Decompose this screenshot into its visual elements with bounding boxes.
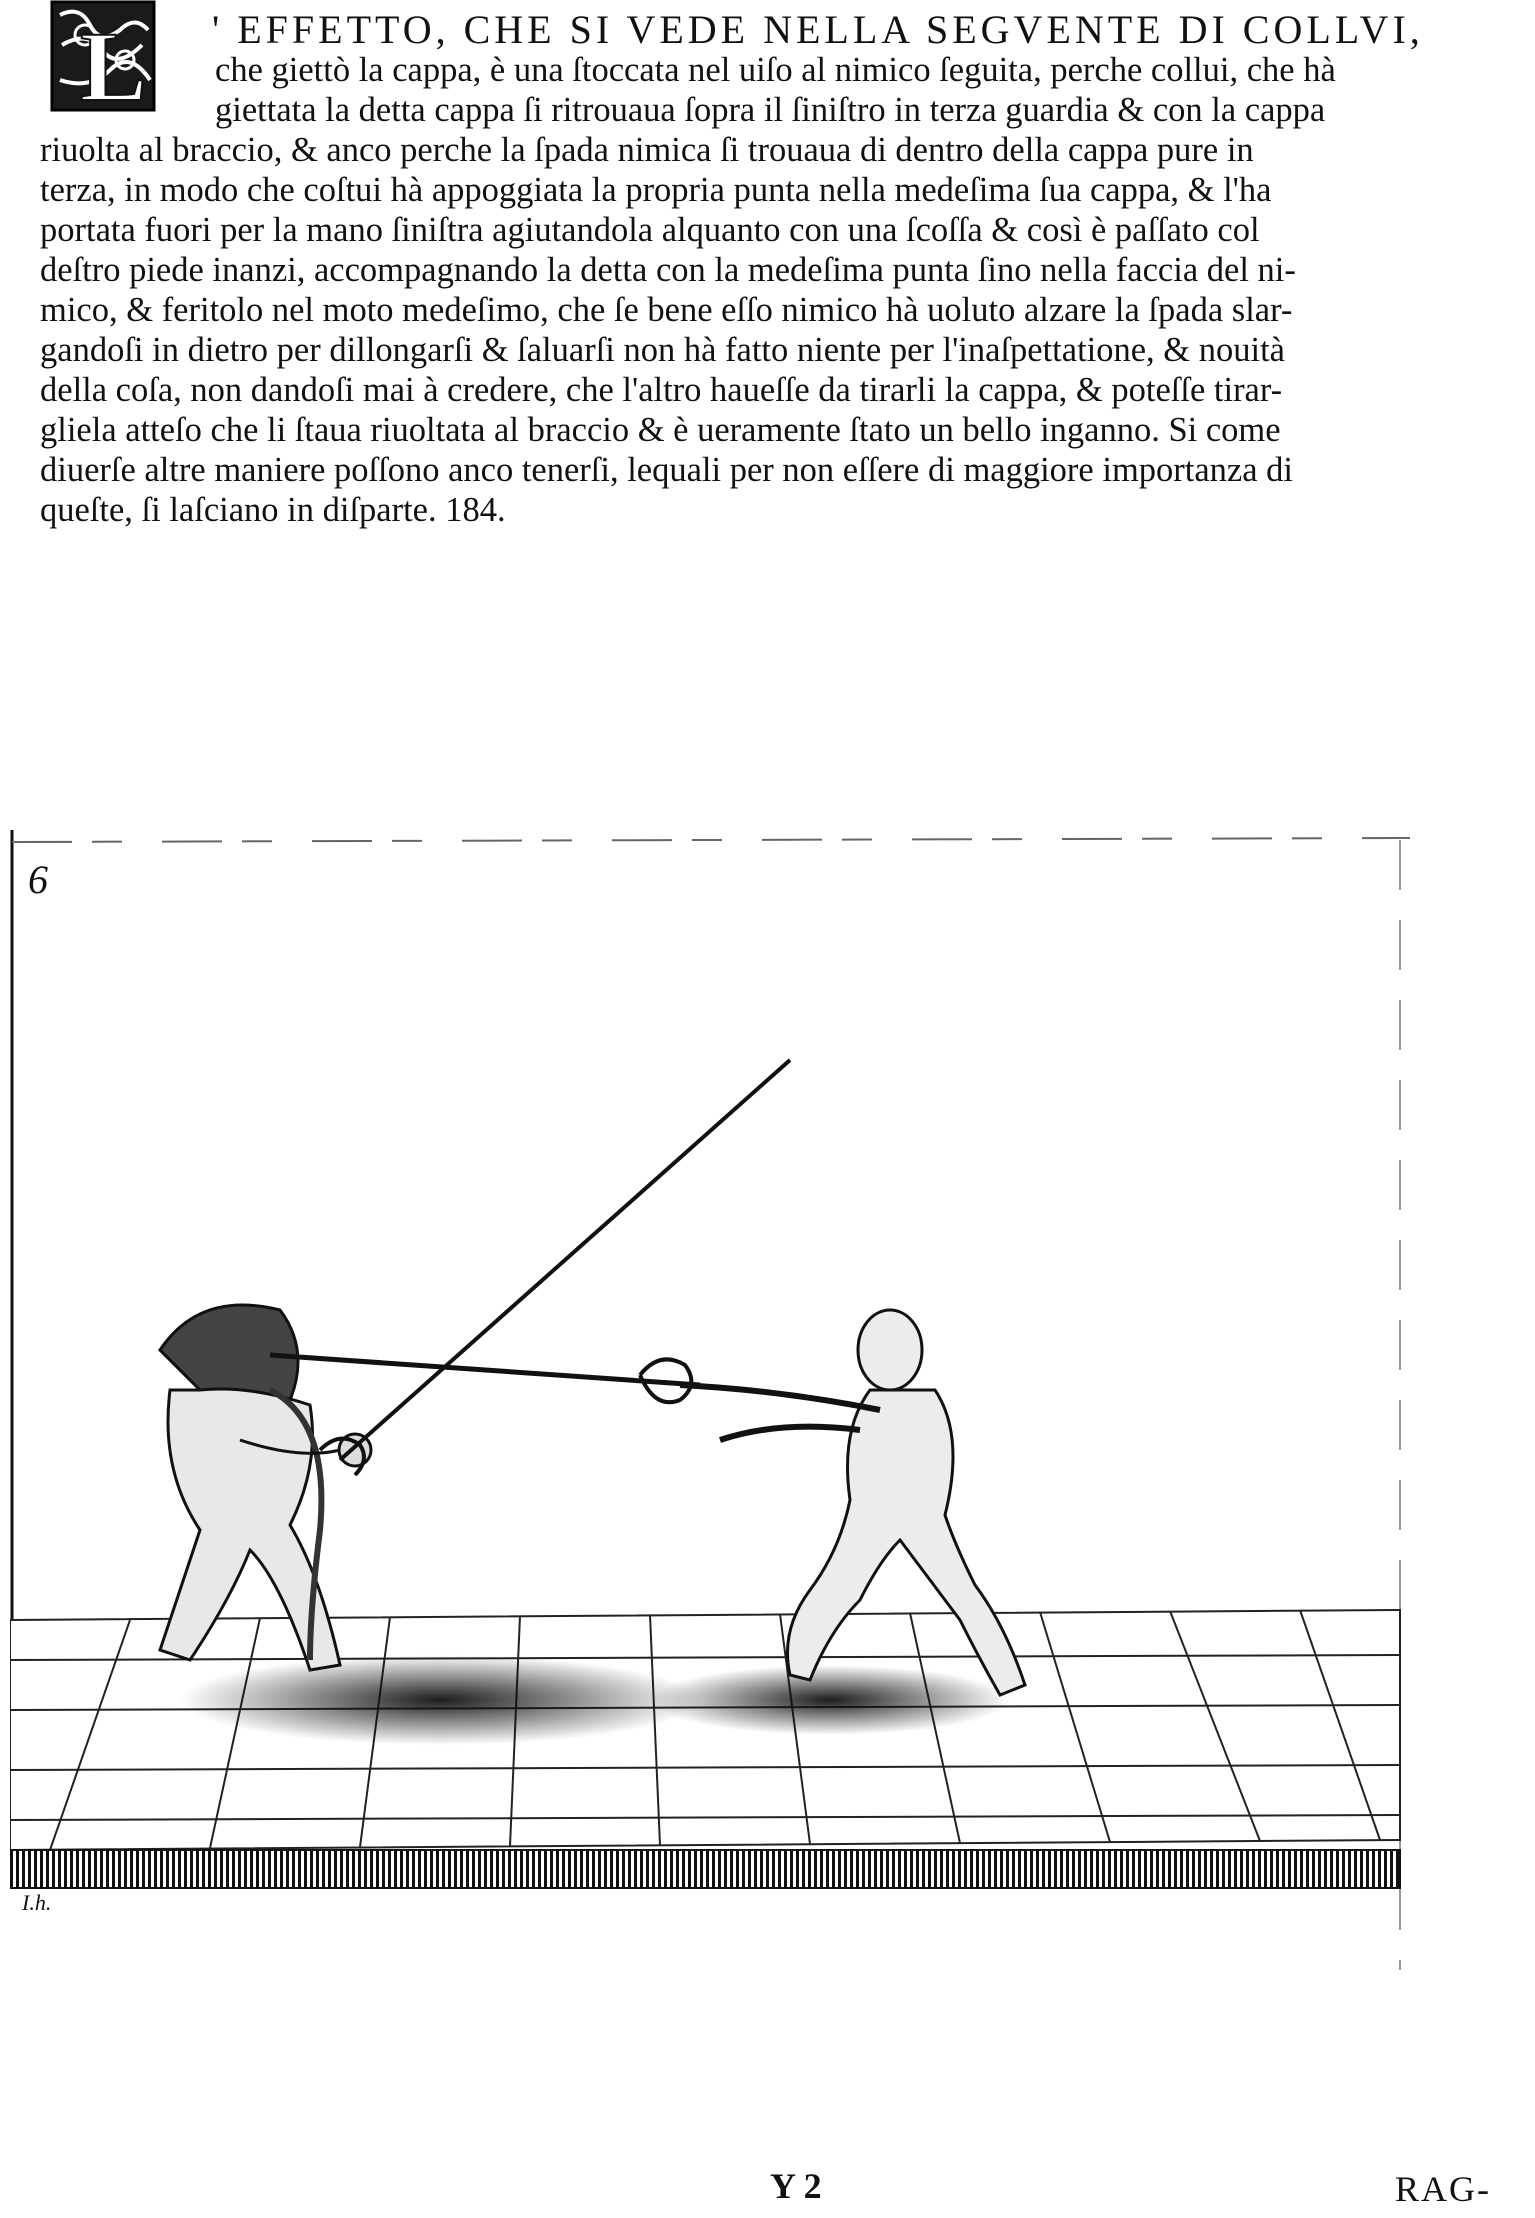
tiled-floor — [10, 1610, 1400, 1888]
floor-shadow — [650, 1665, 1010, 1735]
text-line: diuerſe altre maniere poſſono anco tenerſi, lequali per non eſſere di maggiore importanza di — [40, 451, 1294, 489]
floor-shadow — [180, 1655, 700, 1745]
text-line: mico, & feritolo nel moto medeſimo, che ſe bene eſſo nimico hà uoluto alzare la ſpada slar- — [40, 291, 1293, 329]
fencing-engraving-illustration — [10, 830, 1500, 1970]
text-line: queſte, ſi laſciano in diſparte. 184. — [40, 491, 506, 529]
ornament-initial-icon — [50, 0, 210, 115]
text-line: terza, in modo che coſtui hà appoggiata la propria punta nella medeſima ſua cappa, & l'ha — [40, 171, 1272, 209]
text-line: della coſa, non dandoſi mai à credere, che l'altro haueſſe da tirarli la cappa, & poteſſe tirar- — [40, 371, 1283, 409]
text-line: deſtro piede inanzi, accompagnando la detta con la medeſima punta ſino nella faccia del ni- — [40, 251, 1296, 289]
text-line: giettata la detta cappa ſi ritrouaua ſopra il ſiniſtro in terza guardia & con la cappa — [215, 91, 1326, 129]
engraver-mark: I.h. — [22, 1890, 52, 1915]
frame-top — [12, 838, 1410, 842]
initial-letter: L — [80, 11, 147, 115]
catchword: RAG- — [1395, 2169, 1491, 2209]
text-line: gandoſi in dietro per dillongarſi & ſaluarſi non hà fatto niente per l'inaſpettatione, & nouità — [40, 331, 1285, 369]
right-fencer-sword — [270, 1355, 700, 1385]
signature-mark: Y 2 — [770, 2166, 822, 2206]
text-line: portata fuori per la mano ſiniſtra agiutandola alquanto con una ſcoſſa & così è paſſato col — [40, 211, 1260, 249]
engraving-plate — [10, 830, 1500, 1970]
text-line: che giettò la cappa, è una ſtoccata nel uiſo al nimico ſeguita, perche collui, che hà — [215, 51, 1336, 89]
left-fencer-sword — [340, 1060, 790, 1460]
plate-number: 6 — [28, 857, 48, 902]
text-line: riuolta al braccio, & anco perche la ſpada nimica ſi trouaua di dentro della cappa pure in — [40, 131, 1254, 169]
text-line: gliela atteſo che li ſtaua riuoltata al braccio & è ueramente ſtato un bello inganno. Si come — [40, 411, 1281, 449]
decorated-initial — [50, 0, 210, 115]
section-heading: ' EFFETTO, CHE SI VEDE NELLA SEGVENTE DI COLLVI, — [212, 7, 1424, 52]
